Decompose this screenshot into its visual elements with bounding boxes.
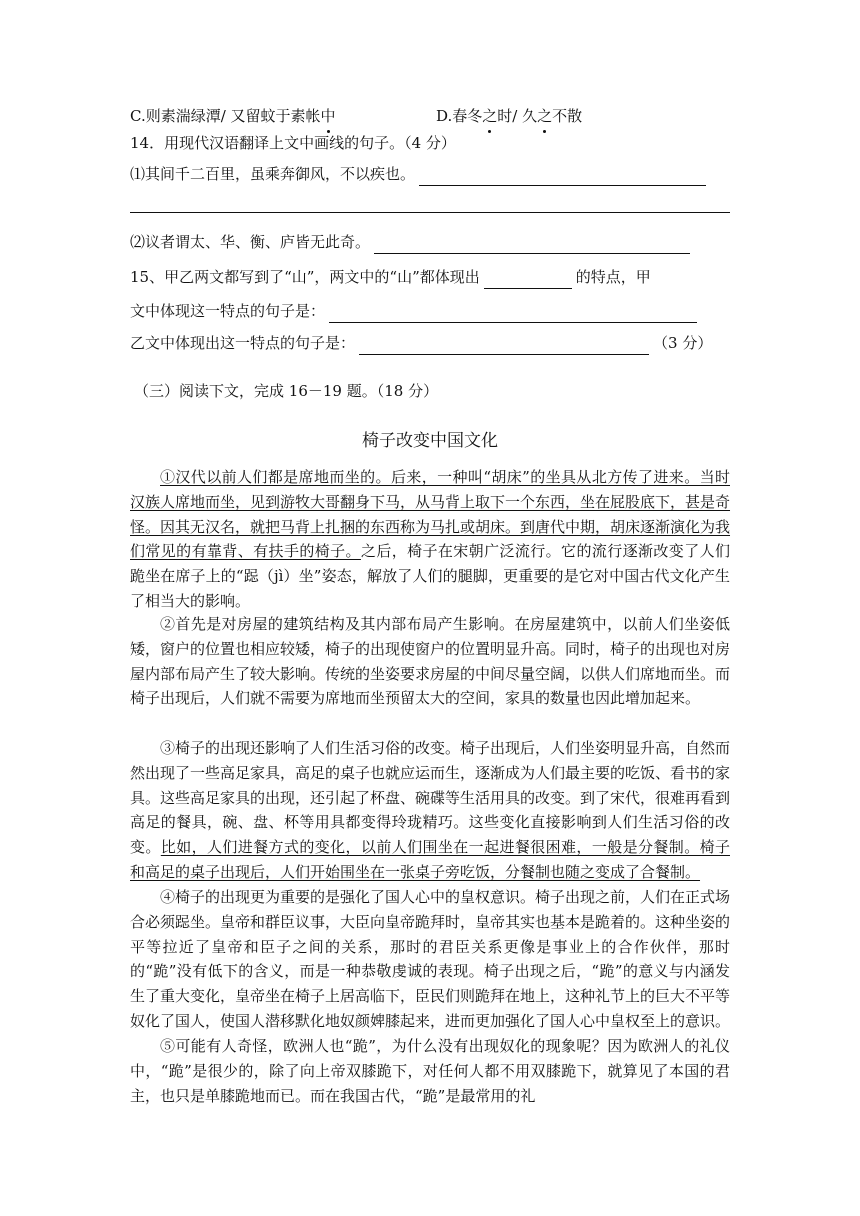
answer-blank[interactable] (419, 167, 706, 186)
q14-item-2: ⑵议者谓太、华、衡、庐皆无此奇。 (130, 230, 730, 254)
answer-blank[interactable] (484, 270, 572, 289)
underlined-sentence: 比如，人们进餐方式的变化，以前人们围坐在一起进餐很困难，一般是分餐制。椅子和高足的桌子出现后，人们开始围坐在一张桌子旁吃饭，分餐制也随之变成了合餐制。 (130, 838, 730, 881)
q14-item-1: ⑴其间千二百里，虽乘奔御风，不以疾也。 (130, 162, 730, 186)
paragraph-1: ①汉代以前人们都是席地而坐的。后来，一种叫“胡床”的坐具从北方传了进来。当时汉族人席地而坐，见到游牧大哥翻身下马，从马背上取下一个东西，坐在屁股底下，甚是奇怪。因其无汉名，就把马背上扎捆的东西称为马扎或胡床。到唐代中期，胡床逐渐演化为我们常见的有靠背、有扶手的椅子。之后，椅子在宋朝广泛流行。它的流行逐渐改变了人们跪坐在席子上的“跽（jì）坐”姿态，解放了人们的腿脚，更重要的是它对中国古代文化产生了相当大的影响。 (130, 468, 731, 610)
q15-line-1: 15、甲乙两文都写到了“山”，两文中的“山”都体现出 的特点，甲 (130, 265, 730, 289)
emphasis-dot-char: 中 (321, 104, 336, 128)
answer-blank[interactable] (374, 235, 690, 254)
underlined-sentence: ①汉代以前人们都是席地而坐的。后来，一种叫“胡床”的坐具从北方传了进来。当时汉族人席地而坐，见到游牧大哥翻身下马，从马背上取下一个东西，坐在屁股底下，甚是奇怪。因其无汉名，就把马背上扎捆的东西称为马扎或胡床。到唐代中期，胡床逐渐演化为我们常见的有靠背、有扶手的椅子。 (130, 468, 731, 561)
q13-options-line (130, 104, 730, 128)
q14-stem: 14．用现代汉语翻译上文中画线的句子。（4 分） (130, 134, 456, 152)
section-heading: （三）阅读下文，完成 16－19 题。（18 分） (134, 382, 439, 400)
article-title: 椅子改变中国文化 (362, 431, 498, 451)
q15-line-3: 乙文中体现出这一特点的句子是： （3 分） (130, 331, 730, 355)
paragraph-5: ⑤可能有人奇怪，欧洲人也“跪”，为什么没有出现奴化的现象呢？因为欧洲人的礼仪中，“跪”是很少的，除了向上帝双膝跪下，对任何人都不用双膝跪下，就算见了本国的君主，也只是单膝跪地而已。而在我国古代，“跪”是最常用的礼 (130, 1037, 730, 1105)
emphasis-dot-char: 之 (537, 104, 552, 128)
paragraph-3: ③椅子的出现还影响了人们生活习俗的改变。椅子出现后，人们坐姿明显升高，自然而然出现了一些高足家具，高足的桌子也就应运而生，逐渐成为人们最主要的吃饭、看书的家具。这些高足家具的出现，还引起了杯盘、碗碟等生活用具的改变。到了宋代，很难再看到高足的餐具，碗、盘、杯等用具都变得玲珑精巧。这些变化直接影响到人们生活习俗的改变。比如，人们进餐方式的变化，以前人们围坐在一起进餐很困难，一般是分餐制。椅子和高足的桌子出现后，人们开始围坐在一张桌子旁吃饭，分餐制也随之变成了合餐制。 (130, 739, 731, 881)
answer-blank-line[interactable] (130, 212, 730, 213)
option-c: C.则素湍绿潭/ 又留蚊于素帐中 (130, 107, 336, 125)
paragraph-2: ②首先是对房屋的建筑结构及其内部布局产生影响。在房屋建筑中，以前人们坐姿低矮，窗户的位置也相应较矮，椅子的出现使窗户的位置明显升高。同时，椅子的出现也对房屋内部布局产生了较大影响。传统的坐姿要求房屋的中间尽量空阔，以供人们席地而坐。而椅子出现后，人们就不需要为席地而坐预留太大的空间，家具的数量也因此增加起来。 (130, 615, 731, 708)
paragraph-4: ④椅子的出现更为重要的是强化了国人心中的皇权意识。椅子出现之前，人们在正式场合必须跽坐。皇帝和群臣议事，大臣向皇帝跪拜时，皇帝其实也基本是跪着的。这种坐姿的平等拉近了皇帝和臣子之间的关系，那时的君臣关系更像是事业上的合作伙伴，那时的“跪”没有低下的含义，而是一种恭敬虔诚的表现。椅子出现之后，“跪”的意义与内涵发生了重大变化，皇帝坐在椅子上居高临下，臣民们则跪拜在地上，这种礼节上的巨大不平等奴化了国人，使国人潜移默化地奴颜婢膝起来，进而更加强化了国人心中皇权至上的意识。 (130, 888, 731, 1030)
q15-line-2: 文中体现这一特点的句子是： (130, 299, 730, 323)
option-d: D.春冬之时/ 久之不散 (436, 104, 582, 128)
answer-blank[interactable] (329, 304, 697, 323)
emphasis-dot-char: 之 (482, 104, 497, 128)
answer-blank[interactable] (359, 336, 649, 355)
